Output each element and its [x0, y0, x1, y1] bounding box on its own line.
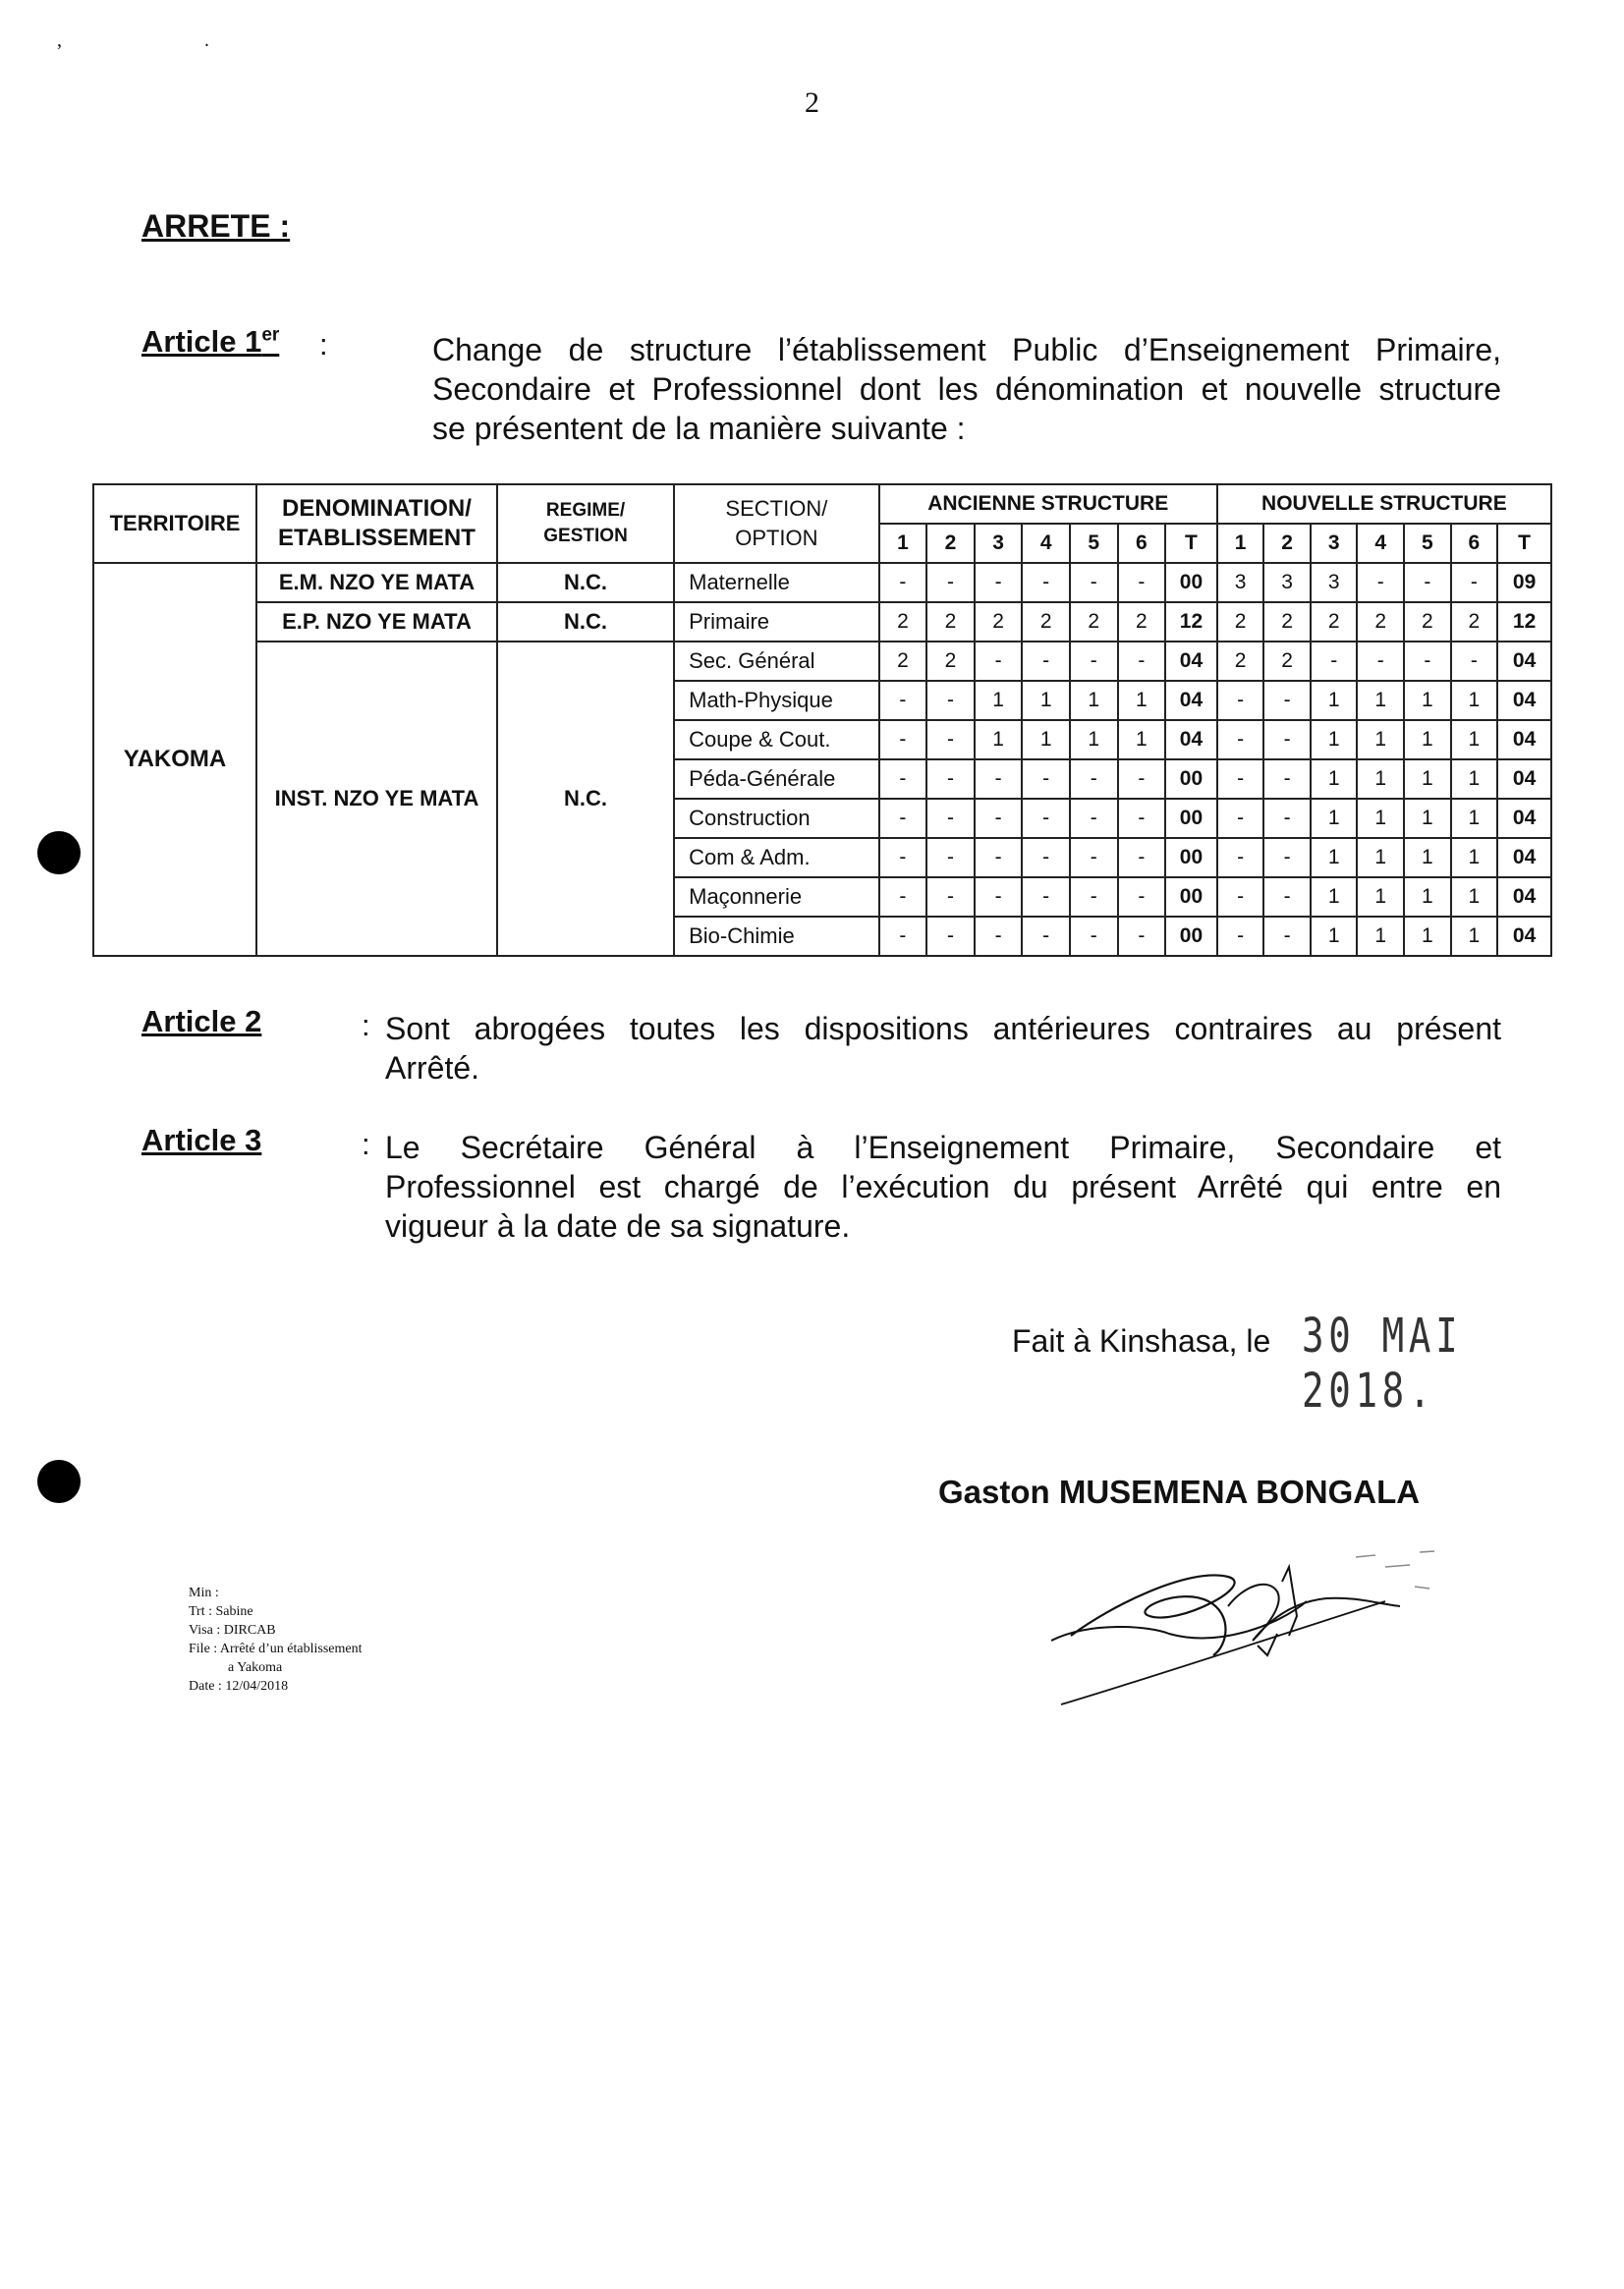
new-value-cell: - — [1263, 799, 1311, 838]
header-denomination: DENOMINATION/ ETABLISSEMENT — [256, 484, 497, 563]
footer-line: Date : 12/04/2018 — [189, 1679, 289, 1694]
article-1-line: Change de structure l’établissement Public d’Enseignement Primaire, — [432, 332, 1501, 367]
old-value-cell: - — [1022, 877, 1070, 917]
new-total-cell: 04 — [1497, 720, 1551, 759]
article-1-colon: : — [319, 327, 328, 362]
old-value-cell: 2 — [879, 602, 927, 642]
new-value-cell: - — [1217, 799, 1264, 838]
new-value-cell: 2 — [1357, 602, 1404, 642]
new-value-cell: - — [1263, 838, 1311, 877]
new-value-cell: - — [1263, 759, 1311, 799]
old-value-cell: - — [1070, 917, 1118, 956]
new-col-header: 3 — [1311, 524, 1358, 563]
new-total-cell: 12 — [1497, 602, 1551, 642]
old-value-cell: - — [975, 877, 1023, 917]
new-total-cell: 04 — [1497, 799, 1551, 838]
new-value-cell: 2 — [1451, 602, 1498, 642]
new-value-cell: - — [1217, 917, 1264, 956]
footer-line: a Yakoma — [228, 1660, 283, 1675]
place-line: Fait à Kinshasa, le — [1012, 1323, 1271, 1359]
new-value-cell: 1 — [1311, 877, 1358, 917]
old-value-cell: - — [975, 799, 1023, 838]
old-value-cell: - — [879, 720, 927, 759]
header-ancienne-structure: ANCIENNE STRUCTURE — [879, 484, 1217, 524]
old-col-header: 1 — [879, 524, 927, 563]
new-col-header: 4 — [1357, 524, 1404, 563]
old-value-cell: - — [879, 799, 927, 838]
new-value-cell: 3 — [1311, 563, 1358, 602]
new-value-cell: 1 — [1451, 838, 1498, 877]
new-value-cell: 3 — [1263, 563, 1311, 602]
old-value-cell: 1 — [1022, 681, 1070, 720]
new-value-cell: - — [1217, 681, 1264, 720]
header-regime: REGIME/ GESTION — [497, 484, 674, 563]
territoire-cell: YAKOMA — [93, 563, 256, 956]
new-value-cell: 1 — [1451, 720, 1498, 759]
structure-table — [92, 483, 1552, 957]
signatory-name: Gaston MUSEMENA BONGALA — [938, 1474, 1421, 1510]
new-value-cell: 1 — [1357, 759, 1404, 799]
etablissement-cell: E.M. NZO YE MATA — [256, 563, 497, 602]
old-value-cell: - — [926, 838, 975, 877]
old-value-cell: - — [1022, 838, 1070, 877]
article-1-text — [432, 330, 1501, 448]
article-3-line: vigueur à la date de sa signature. — [385, 1208, 851, 1244]
old-col-header: 5 — [1070, 524, 1118, 563]
article-2-line: Sont abrogées toutes les dispositions antérieures contraires au présent — [385, 1011, 1501, 1046]
old-value-cell: - — [926, 799, 975, 838]
old-value-cell: - — [975, 563, 1023, 602]
old-value-cell: - — [1070, 759, 1118, 799]
section-cell: Coupe & Cout. — [674, 720, 879, 759]
header-nouvelle-structure: NOUVELLE STRUCTURE — [1217, 484, 1551, 524]
old-value-cell: - — [1118, 799, 1166, 838]
new-value-cell: 1 — [1357, 720, 1404, 759]
table-row — [93, 563, 1551, 602]
old-value-cell: - — [1070, 799, 1118, 838]
old-value-cell: - — [975, 838, 1023, 877]
new-value-cell: 2 — [1217, 642, 1264, 681]
etablissement-cell: E.P. NZO YE MATA — [256, 602, 497, 642]
new-value-cell: - — [1217, 720, 1264, 759]
old-value-cell: - — [879, 563, 927, 602]
old-col-header: 3 — [975, 524, 1023, 563]
old-value-cell: 2 — [1118, 602, 1166, 642]
old-value-cell: 2 — [975, 602, 1023, 642]
old-value-cell: - — [975, 759, 1023, 799]
etablissement-cell: INST. NZO YE MATA — [256, 642, 497, 956]
old-value-cell: - — [1022, 799, 1070, 838]
old-total-cell: 04 — [1165, 681, 1217, 720]
article-3-colon: : — [362, 1127, 370, 1161]
article-3-text — [385, 1128, 1501, 1246]
footer-line: File : Arrêté d’un établissement — [189, 1642, 363, 1656]
section-cell: Sec. Général — [674, 642, 879, 681]
new-total-cell: 04 — [1497, 642, 1551, 681]
new-value-cell: - — [1263, 877, 1311, 917]
old-value-cell: - — [975, 917, 1023, 956]
new-value-cell: 1 — [1357, 917, 1404, 956]
regime-cell: N.C. — [497, 602, 674, 642]
new-value-cell: - — [1263, 720, 1311, 759]
footer-line: Min : — [189, 1586, 219, 1600]
old-value-cell: 1 — [1118, 720, 1166, 759]
new-total-cell: 04 — [1497, 838, 1551, 877]
handwritten-signature — [1032, 1508, 1484, 1724]
new-value-cell: - — [1311, 642, 1358, 681]
old-value-cell: - — [1022, 563, 1070, 602]
new-value-cell: 3 — [1217, 563, 1264, 602]
new-value-cell: 1 — [1404, 759, 1451, 799]
new-value-cell: 2 — [1263, 642, 1311, 681]
old-col-header: T — [1165, 524, 1217, 563]
corner-marks: , . — [57, 29, 278, 51]
new-value-cell: 1 — [1404, 838, 1451, 877]
new-total-cell: 09 — [1497, 563, 1551, 602]
old-value-cell: 2 — [1022, 602, 1070, 642]
article-2-colon: : — [362, 1008, 370, 1042]
old-value-cell: - — [879, 681, 927, 720]
old-value-cell: - — [1070, 563, 1118, 602]
new-value-cell: - — [1217, 759, 1264, 799]
old-col-header: 6 — [1118, 524, 1166, 563]
old-value-cell: - — [879, 877, 927, 917]
section-cell: Math-Physique — [674, 681, 879, 720]
table-row — [93, 642, 1551, 681]
old-value-cell: 1 — [1022, 720, 1070, 759]
new-col-header: 6 — [1451, 524, 1498, 563]
article-3-line: Le Secrétaire Général à l’Enseignement Primaire, Secondaire et — [385, 1130, 1501, 1165]
new-value-cell: - — [1404, 642, 1451, 681]
header-territoire: TERRITOIRE — [93, 484, 256, 563]
new-value-cell: - — [1357, 563, 1404, 602]
new-value-cell: 1 — [1357, 681, 1404, 720]
new-value-cell: 1 — [1357, 877, 1404, 917]
new-col-header: 1 — [1217, 524, 1264, 563]
old-value-cell: - — [926, 681, 975, 720]
article-3-label: Article 3 — [141, 1123, 262, 1157]
old-total-cell: 00 — [1165, 799, 1217, 838]
article-1-label: Article 1er — [141, 324, 280, 359]
new-value-cell: 1 — [1311, 759, 1358, 799]
new-value-cell: 1 — [1311, 917, 1358, 956]
old-value-cell: 1 — [1070, 720, 1118, 759]
punch-hole — [37, 831, 81, 874]
old-value-cell: - — [926, 877, 975, 917]
section-cell: Com & Adm. — [674, 838, 879, 877]
old-total-cell: 00 — [1165, 917, 1217, 956]
new-col-header: 5 — [1404, 524, 1451, 563]
old-value-cell: 1 — [1070, 681, 1118, 720]
section-cell: Péda-Générale — [674, 759, 879, 799]
old-value-cell: - — [1070, 877, 1118, 917]
new-value-cell: 1 — [1404, 917, 1451, 956]
table-row — [93, 602, 1551, 642]
header-section: SECTION/ OPTION — [674, 484, 879, 563]
article-1-line: se présentent de la manière suivante : — [432, 411, 966, 446]
old-value-cell: - — [1022, 642, 1070, 681]
new-total-cell: 04 — [1497, 877, 1551, 917]
new-value-cell: 1 — [1311, 720, 1358, 759]
article-3-line: Professionnel est chargé de l’exécution du présent Arrêté qui entre en — [385, 1169, 1501, 1204]
new-value-cell: 1 — [1311, 799, 1358, 838]
article-2-label: Article 2 — [141, 1004, 262, 1038]
old-total-cell: 00 — [1165, 563, 1217, 602]
new-value-cell: - — [1451, 642, 1498, 681]
new-value-cell: 1 — [1451, 681, 1498, 720]
old-total-cell: 04 — [1165, 642, 1217, 681]
old-value-cell: 1 — [975, 720, 1023, 759]
new-value-cell: 1 — [1311, 681, 1358, 720]
old-value-cell: 2 — [926, 642, 975, 681]
old-total-cell: 04 — [1165, 720, 1217, 759]
regime-cell: N.C. — [497, 563, 674, 602]
new-value-cell: 2 — [1404, 602, 1451, 642]
old-value-cell: 1 — [975, 681, 1023, 720]
footer-note — [189, 1584, 363, 1696]
new-value-cell: 1 — [1451, 877, 1498, 917]
old-total-cell: 00 — [1165, 838, 1217, 877]
old-col-header: 2 — [926, 524, 975, 563]
new-total-cell: 04 — [1497, 917, 1551, 956]
new-value-cell: 1 — [1451, 917, 1498, 956]
new-value-cell: 1 — [1357, 838, 1404, 877]
new-value-cell: 1 — [1451, 759, 1498, 799]
footer-line: Visa : DIRCAB — [189, 1623, 276, 1638]
article-2-text — [385, 1009, 1501, 1088]
new-total-cell: 04 — [1497, 759, 1551, 799]
new-value-cell: 1 — [1451, 799, 1498, 838]
section-cell: Maternelle — [674, 563, 879, 602]
old-value-cell: 1 — [1118, 681, 1166, 720]
new-total-cell: 04 — [1497, 681, 1551, 720]
old-value-cell: - — [926, 720, 975, 759]
punch-hole — [37, 1460, 81, 1503]
old-value-cell: - — [1118, 563, 1166, 602]
regime-cell: N.C. — [497, 642, 674, 956]
old-value-cell: - — [1118, 877, 1166, 917]
new-value-cell: 1 — [1404, 877, 1451, 917]
old-total-cell: 00 — [1165, 759, 1217, 799]
old-value-cell: 2 — [879, 642, 927, 681]
old-value-cell: - — [879, 759, 927, 799]
new-value-cell: - — [1217, 838, 1264, 877]
new-value-cell: - — [1217, 877, 1264, 917]
new-value-cell: 1 — [1357, 799, 1404, 838]
section-cell: Construction — [674, 799, 879, 838]
date-stamp: 30 MAI 2018. — [1302, 1309, 1463, 1419]
old-col-header: 4 — [1022, 524, 1070, 563]
old-total-cell: 12 — [1165, 602, 1217, 642]
article-2-line: Arrêté. — [385, 1050, 480, 1086]
new-col-header: 2 — [1263, 524, 1311, 563]
new-value-cell: 2 — [1311, 602, 1358, 642]
old-value-cell: - — [1022, 759, 1070, 799]
new-value-cell: - — [1263, 917, 1311, 956]
section-cell: Bio-Chimie — [674, 917, 879, 956]
section-cell: Maçonnerie — [674, 877, 879, 917]
old-value-cell: - — [975, 642, 1023, 681]
new-value-cell: - — [1451, 563, 1498, 602]
old-value-cell: - — [879, 917, 927, 956]
old-value-cell: - — [1118, 759, 1166, 799]
old-value-cell: - — [1118, 917, 1166, 956]
old-value-cell: - — [1022, 917, 1070, 956]
new-value-cell: 1 — [1404, 799, 1451, 838]
old-value-cell: - — [926, 917, 975, 956]
new-value-cell: 2 — [1217, 602, 1264, 642]
new-value-cell: - — [1263, 681, 1311, 720]
new-value-cell: - — [1357, 642, 1404, 681]
new-value-cell: 2 — [1263, 602, 1311, 642]
new-value-cell: 1 — [1404, 681, 1451, 720]
old-value-cell: 2 — [926, 602, 975, 642]
old-value-cell: - — [1070, 838, 1118, 877]
old-value-cell: - — [1118, 838, 1166, 877]
old-value-cell: - — [879, 838, 927, 877]
section-cell: Primaire — [674, 602, 879, 642]
new-value-cell: 1 — [1404, 720, 1451, 759]
old-value-cell: 2 — [1070, 602, 1118, 642]
new-value-cell: - — [1404, 563, 1451, 602]
footer-line: Trt : Sabine — [189, 1604, 253, 1619]
old-total-cell: 00 — [1165, 877, 1217, 917]
old-value-cell: - — [1118, 642, 1166, 681]
new-col-header: T — [1497, 524, 1551, 563]
arrete-title: ARRETE : — [141, 208, 291, 244]
old-value-cell: - — [1070, 642, 1118, 681]
old-value-cell: - — [926, 563, 975, 602]
article-1-line: Secondaire et Professionnel dont les dénomination et nouvelle structure — [432, 371, 1501, 407]
page-number: 2 — [805, 86, 819, 119]
old-value-cell: - — [926, 759, 975, 799]
new-value-cell: 1 — [1311, 838, 1358, 877]
